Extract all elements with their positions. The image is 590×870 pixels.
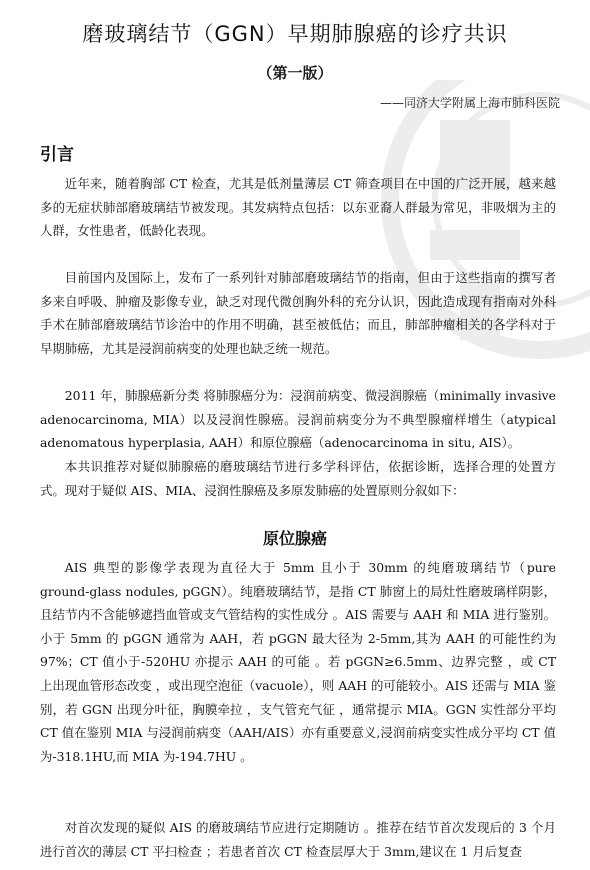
ais-paragraph-2: 对首次发现的疑似 AIS 的磨玻璃结节应进行定期随访 。推荐在结节首次发现后的 3 个月进行首次的薄层 CT 平扫检查 ；若患者首次 CT 检查层厚大于 3mm,建议在 1 月后复查 bbox=[40, 820, 556, 859]
intro-paragraph-2: 目前国内及国际上，发布了一系列针对肺部磨玻璃结节的指南，但由于这些指南的撰写者多来自呼吸、肿瘤及影像专业，缺乏对现代微创胸外科的充分认识，因此造成现有指南对外科手术在肺部磨玻璃结节诊治中的作用不明确，甚至被低估；而且，肺部肿瘤相关的各学科对于早期肺癌，尤其是浸润前病变的处理也缺乏统一规范。 bbox=[40, 270, 556, 356]
ais-paragraph-1: AIS 典型的影像学表现为直径大于 5mm 且小于 30mm 的纯磨玻璃结节（pure ground-glass nodules, pGGN）。纯磨玻璃结节，是指 CT 肺窗上的局灶性磨玻璃样阴影，且结节内不含能够遮挡血管或支气管结构的实性成分 。AIS 需要与 AAH 和 MIA 进行鉴别。小于 5mm 的 pGGN 通常为 AAH，若 pGGN 最大径为 2-5mm,其为 AAH 的可能性约为 97%；CT 值小于-520HU 亦提示 AAH 的可能 。若 pGGN≥6.5mm、边界完整 ，或 CT 上出现血管形态改变 ，或出现空泡征（vacuole），则 AAH 的可能较小。AIS 还需与 MIA 鉴别，若 GGN 出现分叶征，胸膜牵拉 ，支气管充气征 ，通常提示 MIA。GGN 实性部分平均 CT 值在鉴别 MIA 与浸润前病变（AAH/AIS）亦有重要意义,浸润前病变实性成分平均 CT 值为-318.1HU,而 MIA 为-194.7HU 。 bbox=[40, 560, 556, 764]
document-affiliation: ——同济大学附属上海市肺科医院 bbox=[379, 96, 560, 110]
intro-paragraph-4: 本共识推荐对疑似肺腺癌的磨玻璃结节进行多学科评估，依据诊断，选择合理的处置方式。现对于疑似 AIS、MIA、浸润性腺癌及多原发肺癌的处置原则分叙如下： bbox=[40, 459, 556, 498]
intro-paragraph-1: 近年来，随着胸部 CT 检查，尤其是低剂量薄层 CT 筛查项目在中国的广泛开展，越来越多的无症状肺部磨玻璃结节被发现。其发病特点包括：以东亚裔人群最为常见，非吸烟为主的人群，女性患者，低龄化表现。 bbox=[40, 176, 556, 239]
ais-section-heading: 原位腺癌 bbox=[262, 529, 327, 548]
intro-heading: 引言 bbox=[40, 145, 74, 165]
intro-paragraph-3: 2011 年，肺腺癌新分类 将肺腺癌分为：浸润前病变、微浸润腺癌（minimally invasive adenocarcinoma, MIA）以及浸润性腺癌。浸润前病变分为不典型腺瘤样增生（atypical adenomatous hyperplasia, AAH）和原位腺癌（adenocarcinoma in situ, AIS）。 bbox=[40, 388, 556, 451]
document-edition: （第一版） bbox=[257, 64, 333, 82]
document-title: 磨玻璃结节（GGN）早期肺腺癌的诊疗共识 bbox=[82, 22, 508, 46]
